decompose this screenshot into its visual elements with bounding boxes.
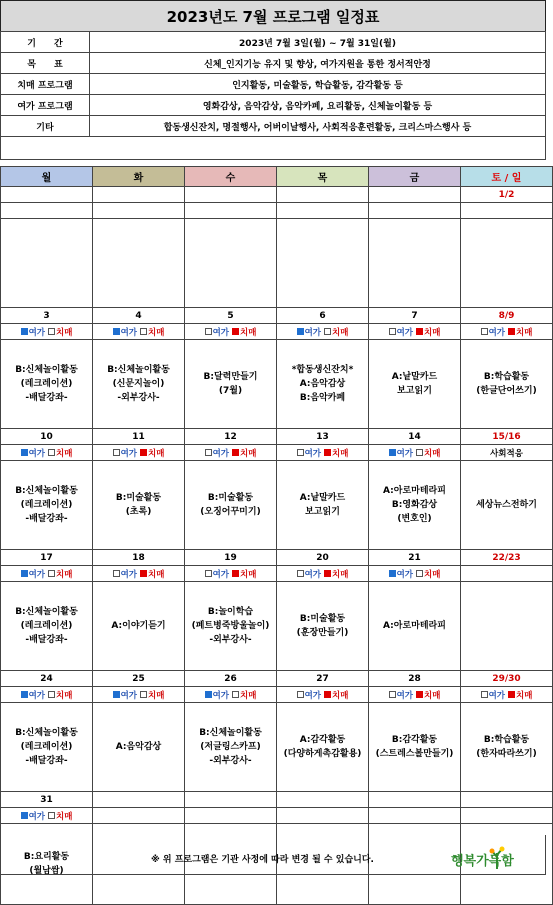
date-cell-thu (277, 187, 369, 203)
activity-line: (저글링스카프) (200, 742, 261, 752)
week-date-row (1, 429, 553, 445)
activity-line: (레크레이션) (20, 500, 73, 510)
info-table (0, 31, 546, 160)
week-activity-row (1, 340, 553, 429)
week-date-row (1, 550, 553, 566)
date-cell-weekend: 8/9 (461, 308, 553, 324)
info-label-etc: 기타 (1, 116, 90, 137)
activity-line: (오징어꾸미기) (200, 507, 261, 517)
activity-line: B:영화감상 (391, 500, 438, 510)
date-cell-weekend: 22/23 (461, 550, 553, 566)
leisure-label: 여가 (488, 327, 506, 338)
activity-cell-fri (369, 461, 461, 550)
date-cell-mon: 17 (1, 550, 93, 566)
activity-cell-fri (369, 582, 461, 671)
checked-box-icon[interactable] (21, 812, 28, 819)
check-cell-fri (369, 808, 461, 824)
checked-box-icon[interactable] (232, 570, 239, 577)
dementia-label: 치매 (331, 327, 349, 338)
activity-cell-weekend (461, 340, 553, 429)
activity-line: A:음악감상 (115, 742, 162, 752)
activity-cell-wed (185, 582, 277, 671)
date-cell-tue: 18 (93, 550, 185, 566)
date-cell-wed (185, 187, 277, 203)
activity-cell-fri (369, 219, 461, 308)
date-cell-wed: 12 (185, 429, 277, 445)
activity-line: (훈장만들기) (296, 628, 349, 638)
checked-box-icon[interactable] (324, 570, 331, 577)
leisure-label: 여가 (120, 327, 138, 338)
leisure-label: 여가 (28, 690, 46, 701)
activity-line: B:신체놀이활동 (15, 486, 78, 496)
date-cell-thu (277, 792, 369, 808)
day-header-fri: 금 (369, 167, 461, 187)
dementia-label: 치매 (55, 448, 73, 459)
logo-text: 행복가득함 (451, 854, 514, 869)
activity-cell-tue (93, 703, 185, 792)
checked-box-icon[interactable] (508, 691, 515, 698)
activity-line: 보고읽기 (305, 507, 340, 517)
date-cell-tue: 25 (93, 671, 185, 687)
unchecked-box-icon[interactable] (48, 691, 55, 698)
activity-line: (변호인) (397, 514, 432, 524)
info-label-goal: 목 표 (1, 53, 90, 74)
checked-box-icon[interactable] (508, 328, 515, 335)
checked-box-icon[interactable] (113, 691, 120, 698)
activity-cell-fri (369, 340, 461, 429)
checked-box-icon[interactable] (21, 691, 28, 698)
unchecked-box-icon[interactable] (48, 449, 55, 456)
date-cell-weekend (461, 792, 553, 808)
activity-cell-mon (1, 219, 93, 308)
check-cell-wed (185, 324, 277, 340)
activity-line: -외부강사- (117, 393, 160, 403)
date-cell-wed: 26 (185, 671, 277, 687)
check-cell-thu (277, 324, 369, 340)
dementia-label: 치매 (239, 569, 257, 580)
info-label-period: 기 간 (1, 32, 90, 53)
activity-line: B:미술활동 (207, 493, 254, 503)
check-cell-thu (277, 566, 369, 582)
activity-cell-fri (369, 703, 461, 792)
checked-box-icon[interactable] (389, 449, 396, 456)
activity-line: B:감각활동 (391, 735, 438, 745)
check-cell-mon (1, 566, 93, 582)
unchecked-box-icon[interactable] (297, 570, 304, 577)
week-date-row (1, 792, 553, 808)
dementia-label: 치매 (147, 448, 165, 459)
checked-box-icon[interactable] (21, 328, 28, 335)
activity-cell-mon (1, 582, 93, 671)
activity-line: -배달강좌- (25, 514, 68, 524)
week-date-row (1, 308, 553, 324)
activity-line: (레크레이션) (20, 621, 73, 631)
logo-dot-orange (490, 849, 495, 854)
checked-box-icon[interactable] (140, 449, 147, 456)
activity-cell-tue (93, 340, 185, 429)
date-cell-fri: 7 (369, 308, 461, 324)
activity-line: 세상뉴스전하기 (476, 500, 537, 510)
leisure-label: 여가 (304, 569, 322, 580)
week-check-row (1, 324, 553, 340)
dementia-label: 치매 (331, 569, 349, 580)
unchecked-box-icon[interactable] (205, 328, 212, 335)
dementia-label: 치매 (331, 690, 349, 701)
dementia-label: 치매 (239, 690, 257, 701)
activity-cell-tue (93, 461, 185, 550)
check-cell-fri (369, 687, 461, 703)
date-cell-thu: 6 (277, 308, 369, 324)
week-activity-row (1, 219, 553, 308)
date-cell-tue: 11 (93, 429, 185, 445)
info-label-leisure-program: 여가 프로그램 (1, 95, 90, 116)
check-cell-fri (369, 203, 461, 219)
leisure-label: 여가 (28, 569, 46, 580)
activity-line: B:신체놀이활동 (107, 365, 170, 375)
activity-line: B:미술활동 (115, 493, 162, 503)
info-value-etc: 합동생신잔치, 명절행사, 어버이날행사, 사회적응훈련활동, 크리스마스행사 등 (90, 116, 546, 137)
unchecked-box-icon[interactable] (481, 691, 488, 698)
check-cell-fri (369, 324, 461, 340)
check-cell-weekend (461, 808, 553, 824)
footer-note: ※ 위 프로그램은 기관 사정에 따라 변경 될 수 있습니다. (151, 855, 374, 865)
unchecked-box-icon[interactable] (324, 328, 331, 335)
activity-line: A:낱말카드 (391, 372, 438, 382)
activity-line: B:학습활동 (483, 735, 530, 745)
logo-dot-yellow (500, 847, 505, 852)
activity-line: -배달강좌- (25, 756, 68, 766)
date-cell-tue (93, 187, 185, 203)
leisure-label: 여가 (28, 811, 46, 822)
unchecked-box-icon[interactable] (205, 449, 212, 456)
leisure-label: 여가 (488, 690, 506, 701)
date-cell-wed: 19 (185, 550, 277, 566)
check-cell-mon (1, 445, 93, 461)
checked-box-icon[interactable] (140, 570, 147, 577)
checked-box-icon[interactable] (416, 691, 423, 698)
activity-line: *합동생신잔치* (291, 365, 354, 375)
dementia-label: 치매 (239, 448, 257, 459)
date-cell-thu: 13 (277, 429, 369, 445)
date-cell-weekend: 1/2 (461, 187, 553, 203)
dementia-label: 치매 (55, 690, 73, 701)
leisure-label: 여가 (212, 327, 230, 338)
checked-box-icon[interactable] (416, 328, 423, 335)
day-header-thu: 목 (277, 167, 369, 187)
facility-logo (451, 845, 514, 871)
date-cell-thu: 27 (277, 671, 369, 687)
info-value-goal: 신체_인지기능 유지 및 향상, 여가지원을 통한 정서적안정 (90, 53, 546, 74)
activity-cell-mon (1, 461, 93, 550)
activity-line: B:요리활동 (23, 852, 70, 862)
activity-line: B:음악카페 (299, 393, 346, 403)
date-cell-mon (1, 187, 93, 203)
leisure-label: 여가 (396, 690, 414, 701)
date-cell-fri: 14 (369, 429, 461, 445)
unchecked-box-icon[interactable] (297, 691, 304, 698)
leisure-label: 여가 (120, 448, 138, 459)
activity-cell-thu (277, 340, 369, 429)
dementia-label: 치매 (55, 811, 73, 822)
activity-line: (신문지놀이) (112, 379, 165, 389)
unchecked-box-icon[interactable] (48, 812, 55, 819)
leisure-label: 여가 (396, 327, 414, 338)
info-value-period: 2023년 7월 3일(월) ~ 7월 31일(월) (90, 32, 546, 53)
leisure-label: 여가 (304, 690, 322, 701)
activity-line: B:신체놀이활동 (199, 728, 262, 738)
leisure-label: 여가 (28, 327, 46, 338)
checked-box-icon[interactable] (113, 328, 120, 335)
activity-cell-wed (185, 461, 277, 550)
activity-line: A:음악감상 (299, 379, 346, 389)
week-check-row (1, 808, 553, 824)
check-cell-weekend (461, 566, 553, 582)
unchecked-box-icon[interactable] (416, 449, 423, 456)
info-spacer (1, 137, 546, 160)
activity-line: (7월) (218, 386, 243, 396)
leisure-label: 여가 (396, 448, 414, 459)
date-cell-wed: 5 (185, 308, 277, 324)
unchecked-box-icon[interactable] (232, 691, 239, 698)
unchecked-box-icon[interactable] (481, 328, 488, 335)
leisure-label: 여가 (120, 690, 138, 701)
unchecked-box-icon[interactable] (113, 449, 120, 456)
week-activity-row (1, 582, 553, 671)
activity-cell-tue (93, 582, 185, 671)
activity-cell-wed (185, 219, 277, 308)
check-cell-mon (1, 808, 93, 824)
unchecked-box-icon[interactable] (48, 328, 55, 335)
checked-box-icon[interactable] (389, 570, 396, 577)
day-header-weekend: 토 / 일 (461, 167, 553, 187)
checked-box-icon[interactable] (21, 570, 28, 577)
check-cell-fri (369, 445, 461, 461)
activity-line: A:감각활동 (299, 735, 346, 745)
date-cell-fri: 21 (369, 550, 461, 566)
dementia-label: 치매 (423, 327, 441, 338)
activity-line: B:신체놀이활동 (15, 728, 78, 738)
dementia-label: 치매 (423, 690, 441, 701)
day-header-tue: 화 (93, 167, 185, 187)
dementia-label: 치매 (515, 327, 533, 338)
date-cell-weekend: 15/16 (461, 429, 553, 445)
title-table (0, 0, 546, 32)
week-date-row (1, 671, 553, 687)
date-cell-tue (93, 792, 185, 808)
dementia-label: 치매 (423, 448, 441, 459)
activity-line: B:달력만들기 (203, 372, 258, 382)
dementia-label: 치매 (515, 690, 533, 701)
checked-box-icon[interactable] (324, 449, 331, 456)
info-value-leisure-program: 영화감상, 음악감상, 음악카페, 요리활동, 신체놀이활동 등 (90, 95, 546, 116)
check-cell-tue (93, 687, 185, 703)
check-cell-tue (93, 324, 185, 340)
check-cell-wed (185, 808, 277, 824)
unchecked-box-icon[interactable] (389, 328, 396, 335)
dementia-label: 치매 (331, 448, 349, 459)
check-cell-thu (277, 808, 369, 824)
check-cell-thu (277, 203, 369, 219)
unchecked-box-icon[interactable] (389, 691, 396, 698)
unchecked-box-icon[interactable] (140, 328, 147, 335)
check-cell-thu (277, 445, 369, 461)
dementia-label: 치매 (239, 327, 257, 338)
footer (0, 835, 546, 875)
week-check-row (1, 566, 553, 582)
unchecked-box-icon[interactable] (297, 449, 304, 456)
leisure-label: 여가 (212, 690, 230, 701)
activity-line: A:아로마테라피 (383, 486, 446, 496)
check-cell-wed (185, 566, 277, 582)
check-cell-weekend (461, 445, 553, 461)
date-cell-wed (185, 792, 277, 808)
week-check-row (1, 203, 553, 219)
date-cell-fri: 28 (369, 671, 461, 687)
leisure-label: 여가 (120, 569, 138, 580)
dementia-label: 치매 (55, 327, 73, 338)
date-cell-mon: 3 (1, 308, 93, 324)
date-cell-tue: 4 (93, 308, 185, 324)
check-cell-mon (1, 687, 93, 703)
unchecked-box-icon[interactable] (48, 570, 55, 577)
calendar-header-row (1, 167, 553, 187)
check-cell-weekend (461, 203, 553, 219)
leisure-label: 여가 (28, 448, 46, 459)
date-cell-mon: 24 (1, 671, 93, 687)
unchecked-box-icon[interactable] (205, 570, 212, 577)
unchecked-box-icon[interactable] (416, 570, 423, 577)
activity-line: (레크레이션) (20, 742, 73, 752)
week-check-row (1, 687, 553, 703)
activity-cell-weekend (461, 219, 553, 308)
calendar-table (0, 166, 553, 905)
day-header-mon: 월 (1, 167, 93, 187)
week-date-row (1, 187, 553, 203)
leisure-label: 여가 (304, 448, 322, 459)
check-cell-tue (93, 203, 185, 219)
activity-cell-thu (277, 219, 369, 308)
activity-cell-wed (185, 703, 277, 792)
leisure-label: 여가 (396, 569, 414, 580)
date-cell-thu: 20 (277, 550, 369, 566)
activity-line: (초록) (125, 507, 152, 517)
check-cell-mon (1, 203, 93, 219)
info-value-dementia-program: 인지활동, 미술활동, 학습활동, 감각활동 등 (90, 74, 546, 95)
activity-cell-tue (93, 219, 185, 308)
activity-line: -외부강사- (209, 756, 252, 766)
page-title: 2023년도 7월 프로그램 일정표 (1, 1, 546, 32)
activity-line: (스트레스볼만들기) (375, 749, 454, 759)
activity-line: B:신체놀이활동 (15, 607, 78, 617)
activity-line: (한자따라쓰기) (476, 749, 537, 759)
check-cell-fri (369, 566, 461, 582)
date-cell-mon: 10 (1, 429, 93, 445)
activity-line: -배달강좌- (25, 393, 68, 403)
activity-line: 보고읽기 (397, 386, 432, 396)
activity-line: (한글단어쓰기) (476, 386, 537, 396)
check-cell-wed (185, 445, 277, 461)
leisure-label: 여가 (212, 569, 230, 580)
activity-line: A:아로마테라피 (383, 621, 446, 631)
activity-line: (월남쌈) (29, 866, 64, 876)
activity-line: -외부강사- (209, 635, 252, 645)
unchecked-box-icon[interactable] (113, 570, 120, 577)
activity-cell-weekend (461, 703, 553, 792)
date-cell-fri (369, 792, 461, 808)
activity-line: B:학습활동 (483, 372, 530, 382)
activity-cell-mon (1, 703, 93, 792)
date-cell-mon: 31 (1, 792, 93, 808)
check-cell-mon (1, 324, 93, 340)
activity-cell-weekend (461, 461, 553, 550)
check-cell-thu (277, 687, 369, 703)
dementia-label: 치매 (423, 569, 441, 580)
activity-cell-thu (277, 582, 369, 671)
checked-box-icon[interactable] (232, 328, 239, 335)
check-note: 사회적응 (490, 448, 523, 459)
checked-box-icon[interactable] (205, 691, 212, 698)
unchecked-box-icon[interactable] (140, 691, 147, 698)
dementia-label: 치매 (147, 327, 165, 338)
checked-box-icon[interactable] (21, 449, 28, 456)
check-cell-wed (185, 203, 277, 219)
date-cell-fri (369, 187, 461, 203)
leisure-label: 여가 (212, 448, 230, 459)
activity-cell-thu (277, 703, 369, 792)
week-activity-row (1, 703, 553, 792)
check-cell-weekend (461, 687, 553, 703)
date-cell-weekend: 29/30 (461, 671, 553, 687)
activity-line: (페트병죽방울놀이) (191, 621, 270, 631)
checked-box-icon[interactable] (232, 449, 239, 456)
dementia-label: 치매 (147, 690, 165, 701)
activity-line: B:미술활동 (299, 614, 346, 624)
activity-line: -배달강좌- (25, 635, 68, 645)
dementia-label: 치매 (147, 569, 165, 580)
activity-line: A:낱말카드 (299, 493, 346, 503)
check-cell-wed (185, 687, 277, 703)
activity-cell-weekend (461, 582, 553, 671)
week-activity-row (1, 461, 553, 550)
activity-line: B:신체놀이활동 (15, 365, 78, 375)
leisure-label: 여가 (304, 327, 322, 338)
activity-cell-thu (277, 461, 369, 550)
activity-line: (레크레이션) (20, 379, 73, 389)
activity-line: A:이야기듣기 (111, 621, 166, 631)
activity-cell-mon (1, 340, 93, 429)
dementia-label: 치매 (55, 569, 73, 580)
info-label-dementia-program: 치매 프로그램 (1, 74, 90, 95)
week-check-row (1, 445, 553, 461)
checked-box-icon[interactable] (297, 328, 304, 335)
check-cell-tue (93, 445, 185, 461)
check-cell-tue (93, 808, 185, 824)
check-cell-tue (93, 566, 185, 582)
day-header-wed: 수 (185, 167, 277, 187)
activity-line: (다양하게촉감활용) (283, 749, 362, 759)
checked-box-icon[interactable] (324, 691, 331, 698)
check-cell-weekend (461, 324, 553, 340)
activity-cell-wed (185, 340, 277, 429)
activity-line: B:놀이학습 (207, 607, 254, 617)
